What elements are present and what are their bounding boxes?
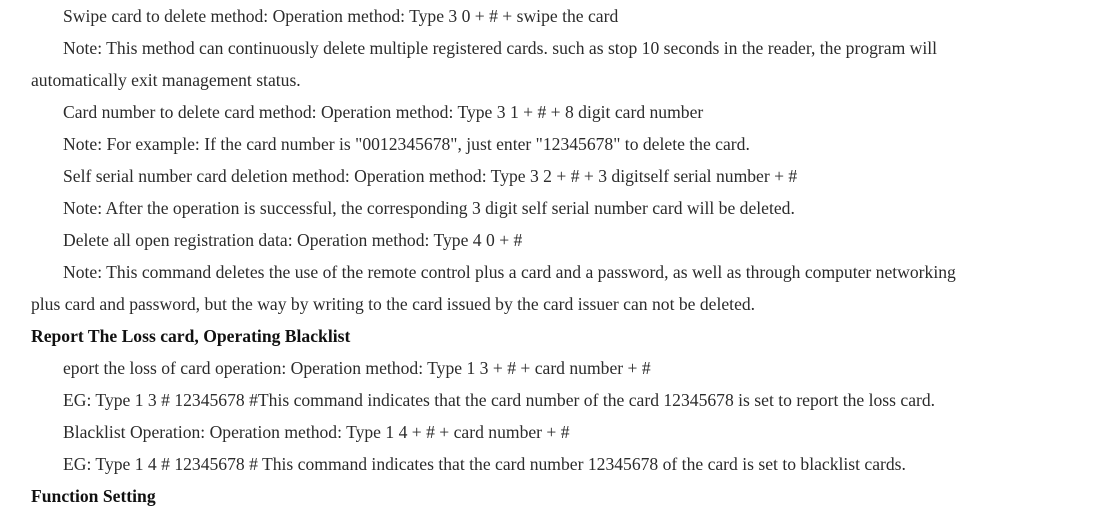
paragraph-report-loss-example: EG: Type 1 3 # 12345678 #This command indicates that the card number of the card 12345678 is set to report the loss card. [63, 390, 936, 410]
paragraph-serial-number-delete: Self serial number card deletion method: Operation method: Type 3 2 + # + 3 digitself serial number + # [63, 166, 798, 186]
paragraph-blacklist: Blacklist Operation: Operation method: Type 1 4 + # + card number + # [63, 422, 570, 442]
document-body [31, 0, 1081, 512]
paragraph-delete-all: Delete all open registration data: Operation method: Type 4 0 + # [63, 230, 523, 250]
paragraph-note-continuous-delete: Note: This method can continuously delete multiple registered cards. such as stop 10 seconds in the reader, the program will [63, 38, 938, 58]
paragraph-report-loss: eport the loss of card operation: Operation method: Type 1 3 + # + card number + # [63, 358, 651, 378]
paragraph-note-delete-all-cont: plus card and password, but the way by writing to the card issued by the card issuer can not be deleted. [31, 294, 756, 314]
paragraph-note-card-number-example: Note: For example: If the card number is "0012345678", just enter "12345678" to delete the card. [63, 134, 750, 154]
paragraph-card-number-delete: Card number to delete card method: Operation method: Type 3 1 + # + 8 digit card number [63, 102, 704, 122]
paragraph-note-continuous-delete-cont: automatically exit management status. [31, 70, 301, 90]
paragraph-blacklist-example: EG: Type 1 4 # 12345678 # This command indicates that the card number 12345678 of the card is set to blacklist cards. [63, 454, 906, 474]
section-heading-report-loss: Report The Loss card, Operating Blacklist [31, 326, 351, 346]
paragraph-note-serial-delete: Note: After the operation is successful, the corresponding 3 digit self serial number card will be deleted. [63, 198, 795, 218]
paragraph-note-delete-all: Note: This command deletes the use of the remote control plus a card and a password, as well as through computer networking [63, 262, 956, 282]
paragraph-swipe-delete: Swipe card to delete method: Operation method: Type 3 0 + # + swipe the card [63, 6, 619, 26]
section-heading-function-setting: Function Setting [31, 486, 156, 506]
